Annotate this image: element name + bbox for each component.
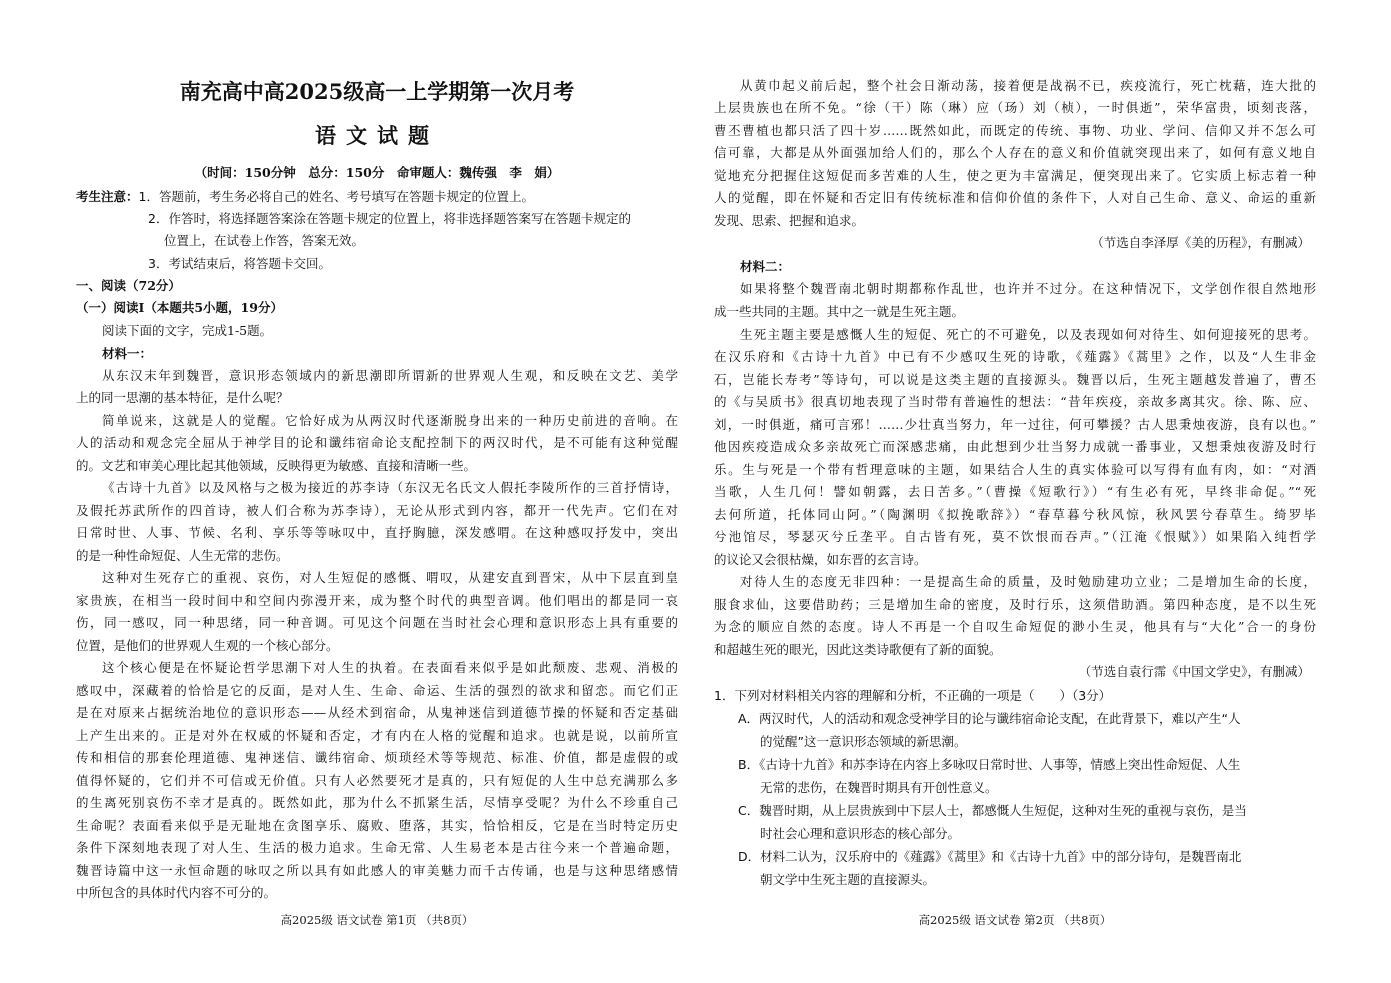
text-line: 及假托苏武所作的四首诗，被人们合称为苏李诗），无论从形式到内容，都开一代先声。它们在对 xyxy=(76,503,678,518)
notice-item-1: 1．答题前，考生务必将自己的姓名、考号填写在答题卡规定的位置上。 xyxy=(138,189,534,204)
text-line: 是在对原来占据统治地位的意识形态——从经术到宿命，从鬼神迷信到道德节操的怀疑和否定基础 xyxy=(76,705,678,720)
page-1-footer: 高2025级 语文试卷 第1页 （共8页） xyxy=(280,913,474,927)
text-line: 的议论又会很枯燥，如东晋的玄言诗。 xyxy=(714,552,927,567)
text-line: 简单说来，这就是人的觉醒。它恰好成为从两汉时代逐渐脱身出来的一种历史前进的音响。在 xyxy=(102,413,678,428)
source-citation-1: （节选自李泽厚《美的历程》，有删减） xyxy=(1091,235,1310,250)
text-line: 日常时世、人事、节候、名利、享乐等等咏叹中，直抒胸臆，深发感喟。在这种感叹抒发中，突出 xyxy=(76,525,678,540)
option-c-line-2: 时社会心理和意识形态的核心部分。 xyxy=(760,826,961,841)
text-line: 生命呢？表面看来似乎是无耻地在贪图享乐、腐败、堕落，其实，恰恰相反，它是在当时特定历史 xyxy=(76,818,678,833)
reading-instruction: 阅读下面的文字，完成1-5题。 xyxy=(102,323,273,338)
text-line: 感叹中，深藏着的恰恰是它的反面，是对人生、生命、命运、生活的强烈的欲求和留恋。而它们正 xyxy=(76,683,678,698)
option-c-line-1[interactable]: C．魏晋时期，从上层贵族到中下层人士，都感慨人生短促，这种对生死的重视与哀伤，是当 xyxy=(738,803,1247,818)
text-line: 为念的顺应自然的态度。诗人不再是一个自叹生命短促的渺小生灵，他具有与“大化”合一的身份 xyxy=(714,619,1316,634)
text-line: 的。文艺和审美心理比起其他领域，反映得更为敏感、直接和清晰一些。 xyxy=(76,458,477,473)
exam-page-2 xyxy=(700,0,1391,983)
text-line: 在汉乐府和《古诗十九首》中已有不少感叹生死的诗歌，《薤露》《蒿里》之作，以及“人生非金 xyxy=(714,349,1316,364)
text-line: 家贵族，在相当一段时间中和空间内弥漫开来，成为整个时代的典型音调。他们唱出的都是同一哀 xyxy=(76,593,678,608)
text-line: 对待人生的态度无非四种：一是提高生命的质量，及时勉励建功立业；二是增加生命的长度， xyxy=(740,574,1316,589)
option-d-line-1[interactable]: D．材料二认为，汉乐府中的《薤露》《蒿里》和《古诗十九首》中的部分诗句，是魏晋南北 xyxy=(738,849,1242,864)
text-line: 信可靠，大都是从外面强加给人们的，那么个人存在的意义和价值就突现出来了，如何有意义地自 xyxy=(714,145,1316,160)
text-line: 人的觉醒，即在怀疑和否定旧有传统标准和信仰价值的条件下，人对自己生命、意义、命运的重新 xyxy=(714,190,1316,205)
exam-meta: （时间：150分钟 总分：150分 命审题人：魏传强 李 娟） xyxy=(194,165,560,180)
text-line: 伤，同一感叹，同一种思绪，同一种音调。可见这个问题在当时社会心理和意识形态上具有重要的 xyxy=(76,615,678,630)
text-line: 传和相信的那套伦理道德、鬼神迷信、谶纬宿命、烦琐经术等等规范、标准、价值，都是虚假的或 xyxy=(76,750,678,765)
text-line: 和超越生死的眼光，因此这类诗歌便有了新的面貌。 xyxy=(714,642,1002,657)
text-line: 兮池馆尽，琴瑟灭兮丘垄平。自古皆有死，莫不饮恨而吞声。”（江淹《恨赋》）如果陷入纯哲学 xyxy=(714,529,1316,544)
material-2-label: 材料二： xyxy=(740,259,791,274)
notice-label: 考生注意： xyxy=(76,189,139,204)
text-line: 上产生出来的。正是对外在权威的怀疑和否定，才有内在人格的觉醒和追求。也就是说，以前所宣 xyxy=(76,728,678,743)
text-line: 觉地充分把握住这短促而多苦难的人生，使之更为丰富满足，便突现出来了。它实质上标志着一种 xyxy=(714,168,1316,183)
text-line: 这种对生死存亡的重视、哀伤，对人生短促的感慨、喟叹，从建安直到晋宋，从中下层直到皇 xyxy=(102,570,678,585)
text-line: 发现、思索、把握和追求。 xyxy=(714,213,865,228)
text-line: 成一些共同的主题。其中之一就是生死主题。 xyxy=(714,304,965,319)
text-line: 去何所道，托体同山阿。”（陶渊明《拟挽歌辞》）“春草暮兮秋风惊，秋风罢兮春草生。绮罗毕 xyxy=(714,507,1316,522)
text-line: 上层贵族也在所不免。“徐（干）陈（琳）应（玚）刘（桢），一时俱逝”，荣华富贵，顷刻丧落， xyxy=(714,100,1316,115)
text-line: 的《与吴质书》很真切地表现了当时带有普遍性的想法：“昔年疾疫，亲故多离其灾。徐、陈、应、 xyxy=(714,394,1316,409)
text-line: 生死主题主要是感慨人生的短促、死亡的不可避免，以及表现如何对待生、如何迎接死的思考。 xyxy=(740,327,1316,342)
text-line: 曹丕曹植也都只活了四十岁……既然如此，而既定的传统、事物、功业、学问、信仰又并不怎么可 xyxy=(714,123,1316,138)
text-line: 的生离死别哀伤不幸才是真的。既然如此，那为什么不抓紧生活，尽情享受呢？为什么不珍重自己 xyxy=(76,795,678,810)
page-2-footer: 高2025级 语文试卷 第2页 （共8页） xyxy=(918,913,1112,927)
question-1-stem: 1．下列对材料相关内容的理解和分析，不正确的一项是（ ）（3分） xyxy=(714,688,1112,703)
text-line: 这个核心便是在怀疑论哲学思潮下对人生的执着。在表面看来似乎是如此颓废、悲观、消极的 xyxy=(102,660,678,675)
option-d-line-2: 朝文学中生死主题的直接源头。 xyxy=(760,872,936,887)
text-line: 的是一种性命短促、人生无常的悲伤。 xyxy=(76,548,289,563)
notice-line-1 xyxy=(76,186,678,208)
notice-item-2a: 2．作答时，将选择题答案涂在答题卡规定的位置上，将非选择题答案写在答题卡规定的 xyxy=(148,211,631,226)
text-line: 从东汉末年到魏晋，意识形态领域内的新思潮即所谓新的世界观人生观，和反映在文艺、美学 xyxy=(102,368,678,383)
exam-title: 南充高中高2025级高一上学期第一次月考 xyxy=(179,79,575,104)
material-1-label: 材料一： xyxy=(102,346,153,361)
option-a-line-1[interactable]: A．两汉时代，人的活动和观念受神学目的论与谶纬宿命论支配，在此背景下，难以产生“人 xyxy=(738,711,1241,726)
text-line: 石，岂能长寿考”等诗句，可以说是这类主题的直接源头。魏晋以后，生死主题越发普遍了，曹丕 xyxy=(714,372,1316,387)
text-line: 服食求仙，这要借助药；三是增加生命的密度，及时行乐，这须借助酒。第四种态度，是不以生死 xyxy=(714,597,1316,612)
option-b-line-1[interactable]: B．《古诗十九首》和苏李诗在内容上多咏叹日常时世、人事等，情感上突出性命短促、人生 xyxy=(738,757,1241,772)
text-line: 上的同一思潮的基本特征，是什么呢？ xyxy=(76,390,289,405)
text-line: 条件下深刻地表现了对人生、生活的极力追求。生命无常、人生易老本是古往今来一个普遍命题， xyxy=(76,840,678,855)
text-line: 《古诗十九首》以及风格与之极为接近的苏李诗（东汉无名氏文人假托李陵所作的三首抒情诗， xyxy=(102,480,678,495)
subsection-heading: （一）阅读Ⅰ（本题共5小题，19分） xyxy=(76,300,283,315)
text-line: 如果将整个魏晋南北朝时期都称作乱世，也许并不过分。在这种情况下，文学创作很自然地形 xyxy=(740,281,1316,296)
option-a-line-2: 的觉醒”这一意识形态领域的新思潮。 xyxy=(760,734,967,749)
text-line: 从黄巾起义前后起，整个社会日渐动荡，接着便是战祸不已，疾疫流行，死亡枕藉，连大批的 xyxy=(740,78,1316,93)
exam-subject: 语文试题 xyxy=(315,123,439,148)
text-line: 刘，一时俱逝，痛可言邪！……少壮真当努力，年一过往，何可攀援？古人思秉烛夜游，良有以也。” xyxy=(714,417,1316,432)
text-line: 人的活动和观念完全屈从于神学目的论和谶纬宿命论支配控制下的两汉时代，是不可能有这种觉醒 xyxy=(76,435,678,450)
text-line: 他因疾疫造成众多亲故死亡而深感悲痛，由此想到少壮当努力成就一番事业，又想秉烛夜游及时行 xyxy=(714,439,1316,454)
text-line: 值得怀疑的，它们并不可信或无价值。只有人必然要死才是真的，只有短促的人生中总充满那么多 xyxy=(76,773,678,788)
text-line: 中所包含的具体时代内容不可分的。 xyxy=(76,885,277,900)
notice-item-3: 3．考试结束后，将答题卡交回。 xyxy=(148,256,331,271)
option-b-line-2: 无常的悲伤，在魏晋时期具有开创性意义。 xyxy=(760,780,998,795)
text-line: 位置，是他们的世界观人生观的一个核心部分。 xyxy=(76,638,339,653)
text-line: 当歌，人生几何！譬如朝露，去日苦多。”（曹操《短歌行》）“有生必有死，早终非命促。”“死 xyxy=(714,484,1316,499)
source-citation-2: （节选自袁行霈《中国文学史》，有删减） xyxy=(1078,664,1310,679)
section-heading: 一、阅读（72分） xyxy=(76,278,181,293)
text-line: 乐。生与死是一个带有哲理意味的主题，如果结合人生的真实体验可以写得有血有肉，如：“对酒 xyxy=(714,462,1316,477)
notice-item-2b: 位置上，在试卷上作答，答案无效。 xyxy=(164,233,365,248)
text-line: 魏晋诗篇中这一永恒命题的咏叹之所以具有如此感人的审美魅力而千古传诵，也是与这种思绪感情 xyxy=(76,863,678,878)
